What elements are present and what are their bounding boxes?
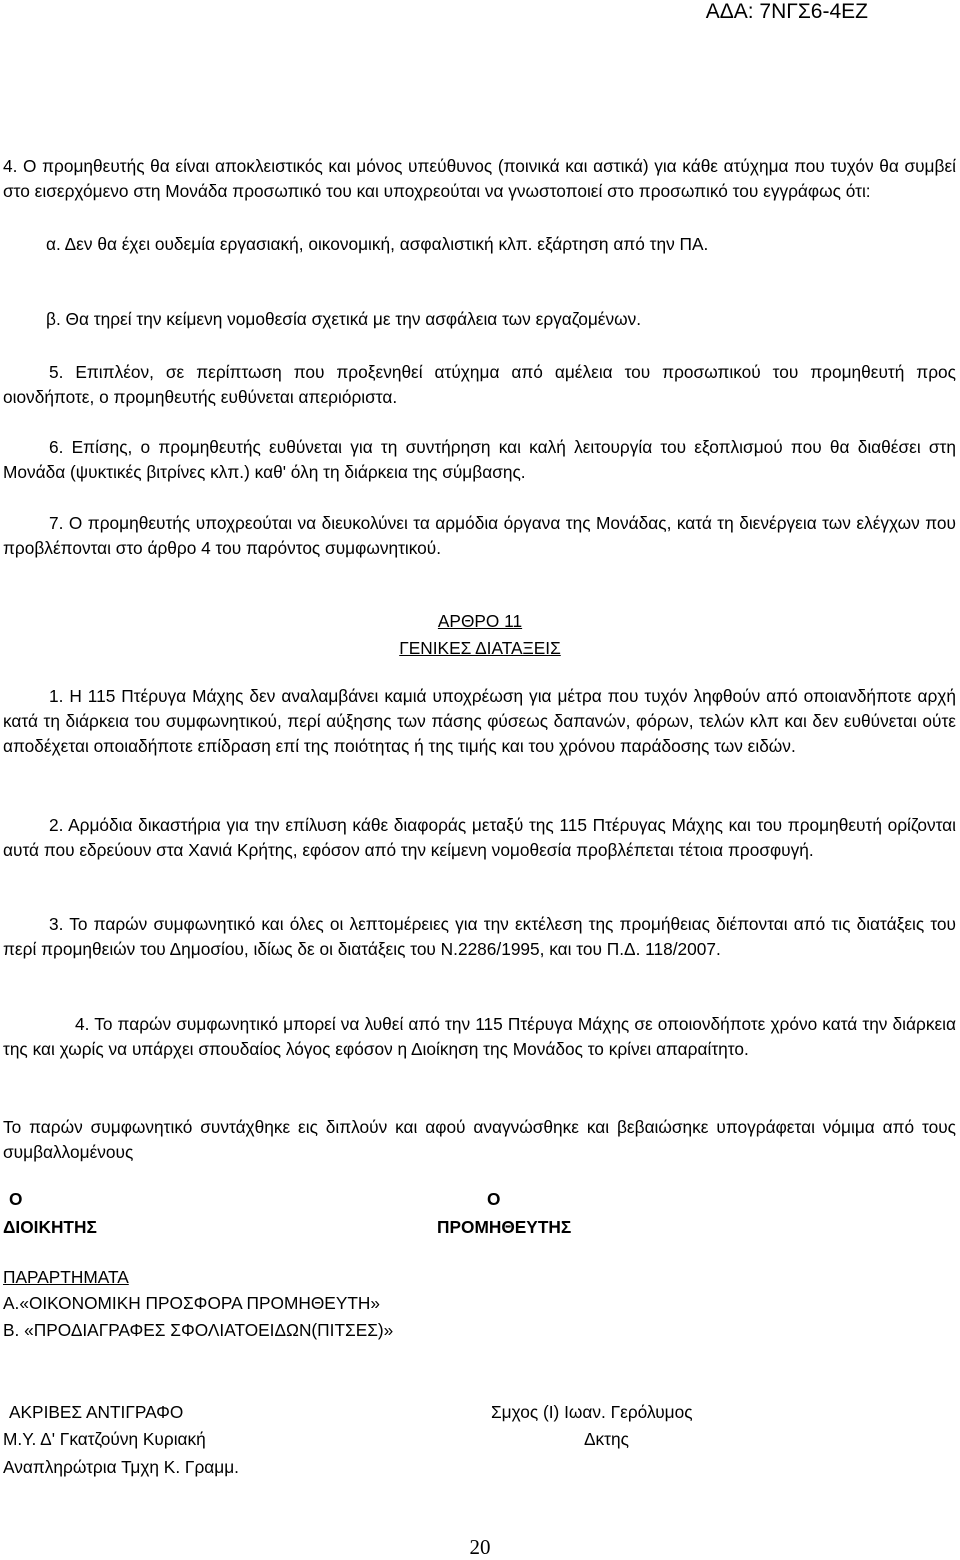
general-provision-4: 4. Το παρών συμφωνητικό μπορεί να λυθεί από την 115 Πτέρυγα Μάχης σε οποιονδήποτε χρόνο κατά την διάρκεια της και χωρίς να υπάρχει σπουδαίος λόγος εφόσον η Διοίκηση της Μονάδος το κρίνει απαραίτητο. — [3, 1014, 956, 1059]
annex-b: Β. «ΠΡΟΔΙΑΓΡΑΦΕΣ ΣΦΟΛΙΑΤΟΕΙΔΩΝ(ΠΙΤΣΕΣ)» — [3, 1320, 394, 1340]
certified-copy-label: ΑΚΡΙΒΕΣ ΑΝΤΙΓΡΑΦΟ — [9, 1402, 184, 1422]
closing-statement: Το παρών συμφωνητικό συντάχθηκε εις διπλούν και αφού αναγνώσθηκε και βεβαιώσηκε υπογράφεται νόμιμα από τους συμβαλλομένους — [3, 1117, 956, 1162]
signature-right-article: Ο — [487, 1189, 501, 1209]
article-subtitle: ΓΕΝΙΚΕΣ ΔΙΑΤΑΞΕΙΣ — [399, 638, 561, 658]
certifier-title: Αναπληρώτρια Τμχη Κ. Γραμμ. — [3, 1457, 239, 1477]
clause-7: 7. Ο προμηθευτής υποχρεούται να διευκολύνει τα αρμόδια όργανα της Μονάδας, κατά τη διενέργεια των ελέγχων που προβλέπονται στο άρθρο 4 του παρόντος συμφωνητικού. — [3, 513, 956, 558]
signature-right-role: ΠΡΟΜΗΘΕΥΤΗΣ — [437, 1217, 572, 1237]
clause-6: 6. Επίσης, ο προμηθευτής ευθύνεται για τη συντήρηση και καλή λειτουργία του εξοπλισμού που θα διαθέσει στη Μονάδα (ψυκτικές βιτρίνες κλπ.) καθ' όλη τη διάρκεια της σύμβασης. — [3, 437, 956, 482]
general-provision-1: 1. Η 115 Πτέρυγα Μάχης δεν αναλαμβάνει καμιά υποχρέωση για μέτρα που τυχόν ληφθούν από οποιανδήποτε αρχή κατά τη διάρκεια του συμφωνητικού, περί αύξησης των πάσης φύσεως δαπανών, φόρων, τελών κλπ και δεν ευθύνεται ούτε αποδέχεται οποιαδήποτε επίδραση επί της ποιότητας ή της τιμής και του χρόνου παράδοσης των ειδών. — [3, 686, 956, 756]
signature-left-article: Ο — [9, 1189, 23, 1209]
clause-5: 5. Επιπλέον, σε περίπτωση που προξενηθεί ατύχημα από αμέλεια του προσωπικού του προμηθευτή προς οιονδήποτε, ο προμηθευτής ευθύνεται απεριόριστα. — [3, 362, 956, 407]
clause-4: 4. Ο προμηθευτής θα είναι αποκλειστικός και μόνος υπεύθυνος (ποινικά και αστικά) για κάθε ατύχημα που τυχόν θα συμβεί στο εισερχόμενο στη Μονάδα προσωπικό του και υποχρεούται να γνωστοποιεί στο προσωπικό του εγγράφως ότι: — [3, 156, 956, 201]
clause-4b: β. Θα τηρεί την κείμενη νομοθεσία σχετικά με την ασφάλεια των εργαζομένων. — [46, 309, 642, 329]
signer-name: Σμχος (Ι) Ιωαν. Γερόλυμος — [491, 1402, 693, 1422]
ada-code: ΑΔΑ: 7ΝΓΣ6-4ΕΖ — [705, 0, 868, 23]
general-provision-2: 2. Αρμόδια δικαστήρια για την επίλυση κάθε διαφοράς μεταξύ της 115 Πτέρυγας Μάχης και του προμηθευτή ορίζονται αυτά που εδρεύουν στα Χανιά Κρήτης, εφόσον από την κείμενη νομοθεσία προβλέπεται τέτοια προσφυγή. — [3, 815, 956, 860]
signer-title: Δκτης — [584, 1429, 629, 1449]
certifier-name: Μ.Υ. Δ' Γκατζούνη Κυριακή — [3, 1429, 206, 1449]
annexes-title: ΠΑΡΑΡΤΗΜΑΤΑ — [3, 1267, 129, 1287]
article-title: ΑΡΘΡΟ 11 — [437, 611, 523, 631]
page-number: 20 — [469, 1535, 491, 1559]
clause-4a: α. Δεν θα έχει ουδεμία εργασιακή, οικονομική, ασφαλιστική κλπ. εξάρτηση από την ΠΑ. — [46, 234, 709, 254]
general-provision-3: 3. Το παρών συμφωνητικό και όλες οι λεπτομέρειες για την εκτέλεση της προμήθειας διέπονται από τις διατάξεις του περί προμηθειών του Δημοσίου, ιδίως δε οι διατάξεις του Ν.2286/1995, και του Π.Δ. 118/2007. — [3, 914, 956, 959]
signature-left-role: ΔΙΟΙΚΗΤΗΣ — [3, 1217, 97, 1237]
annex-a: Α.«ΟΙΚΟΝΟΜΙΚΗ ΠΡΟΣΦΟΡΑ ΠΡΟΜΗΘΕΥΤΗ» — [3, 1293, 380, 1313]
